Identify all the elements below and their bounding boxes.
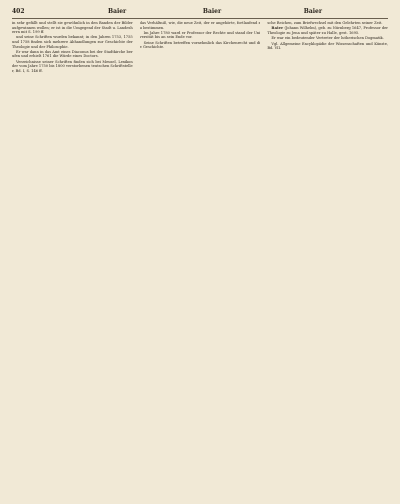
entry-headword: Baier: [271, 26, 284, 31]
column-1-heading: Baier: [108, 8, 127, 15]
page-number: 402: [12, 8, 25, 15]
paragraph-text: Im Jahre 1780 ward er Professor der Rechte und stand der Universität bis an sein Ende vor.: [139, 30, 261, 40]
paragraph: [140, 21, 261, 30]
text-column-1: [12, 21, 133, 494]
paragraph-text: (Johann Wilhelm), geb. zu Nürnberg 1647, Professor der Theologie zu Jena und später zu Halle, gest. 1695.: [267, 26, 389, 35]
paragraph: [267, 26, 388, 35]
paragraph-text: das Verhältniß, wie, die neue Zeit, der er angehörte, fortlaufend zu bestimmen.: [139, 21, 261, 30]
paragraph: [12, 50, 133, 59]
paragraph-text: Vgl. Allgemeine Encyklopädie der Wissenschaften und Künste, Bd. VII.: [267, 41, 389, 51]
paragraph: [140, 31, 261, 40]
column-3-heading: Baier: [303, 8, 322, 15]
paragraph: [12, 21, 133, 35]
paragraph-text: sche Reichen, zum Briefwechsel mit den Gelehrten seiner Zeit.: [267, 21, 383, 25]
paragraph: [267, 36, 388, 41]
paragraph-text: Er war ein bedeutender Vertreter der lutherischen Dogmatik.: [271, 36, 384, 41]
paragraph-text: Er war dann in das Amt eines Diaconus bei der Stadtkirche berufen und erhielt 1761 die Würde eines Doctors.: [12, 49, 133, 59]
paragraph: [12, 35, 133, 49]
paragraph-text: in sehr gefällt und stellt sie gewöhnlich in den Banden der Bilder aufgewinnen wollen; er ist in die Umgegend der Stadt u. Landesherrn mit S. 199 ff.: [12, 21, 133, 35]
paragraph-text: Verzeichnisse seiner Schriften finden sich bei Meusel, Lexikon der vom Jahre 1750 bis 1800 verstorbenen teutschen Schriftsteller, Bd. I, S. 146 ff.: [12, 59, 133, 73]
text-column-3: [267, 21, 388, 494]
paragraph: [140, 41, 261, 50]
text-column-2: [140, 21, 261, 494]
header-rule: [12, 18, 388, 19]
paragraph: [267, 42, 388, 51]
paragraph-text: und seine Schriften wurden bekannt; in den Jahren 1753, 1755 und 1758 finden sich mehrere Abhandlungen zur Geschichte der Theologie und der Philosophie.: [12, 35, 133, 49]
page-header: [12, 8, 388, 18]
paragraph: [12, 60, 133, 74]
text-columns: [12, 21, 388, 494]
column-2-heading: Baier: [202, 8, 222, 15]
paragraph-text: Seine Schriften betreffen vornehmlich das Kirchenrecht und die Geschichte.: [139, 40, 261, 50]
paragraph: [267, 21, 388, 26]
